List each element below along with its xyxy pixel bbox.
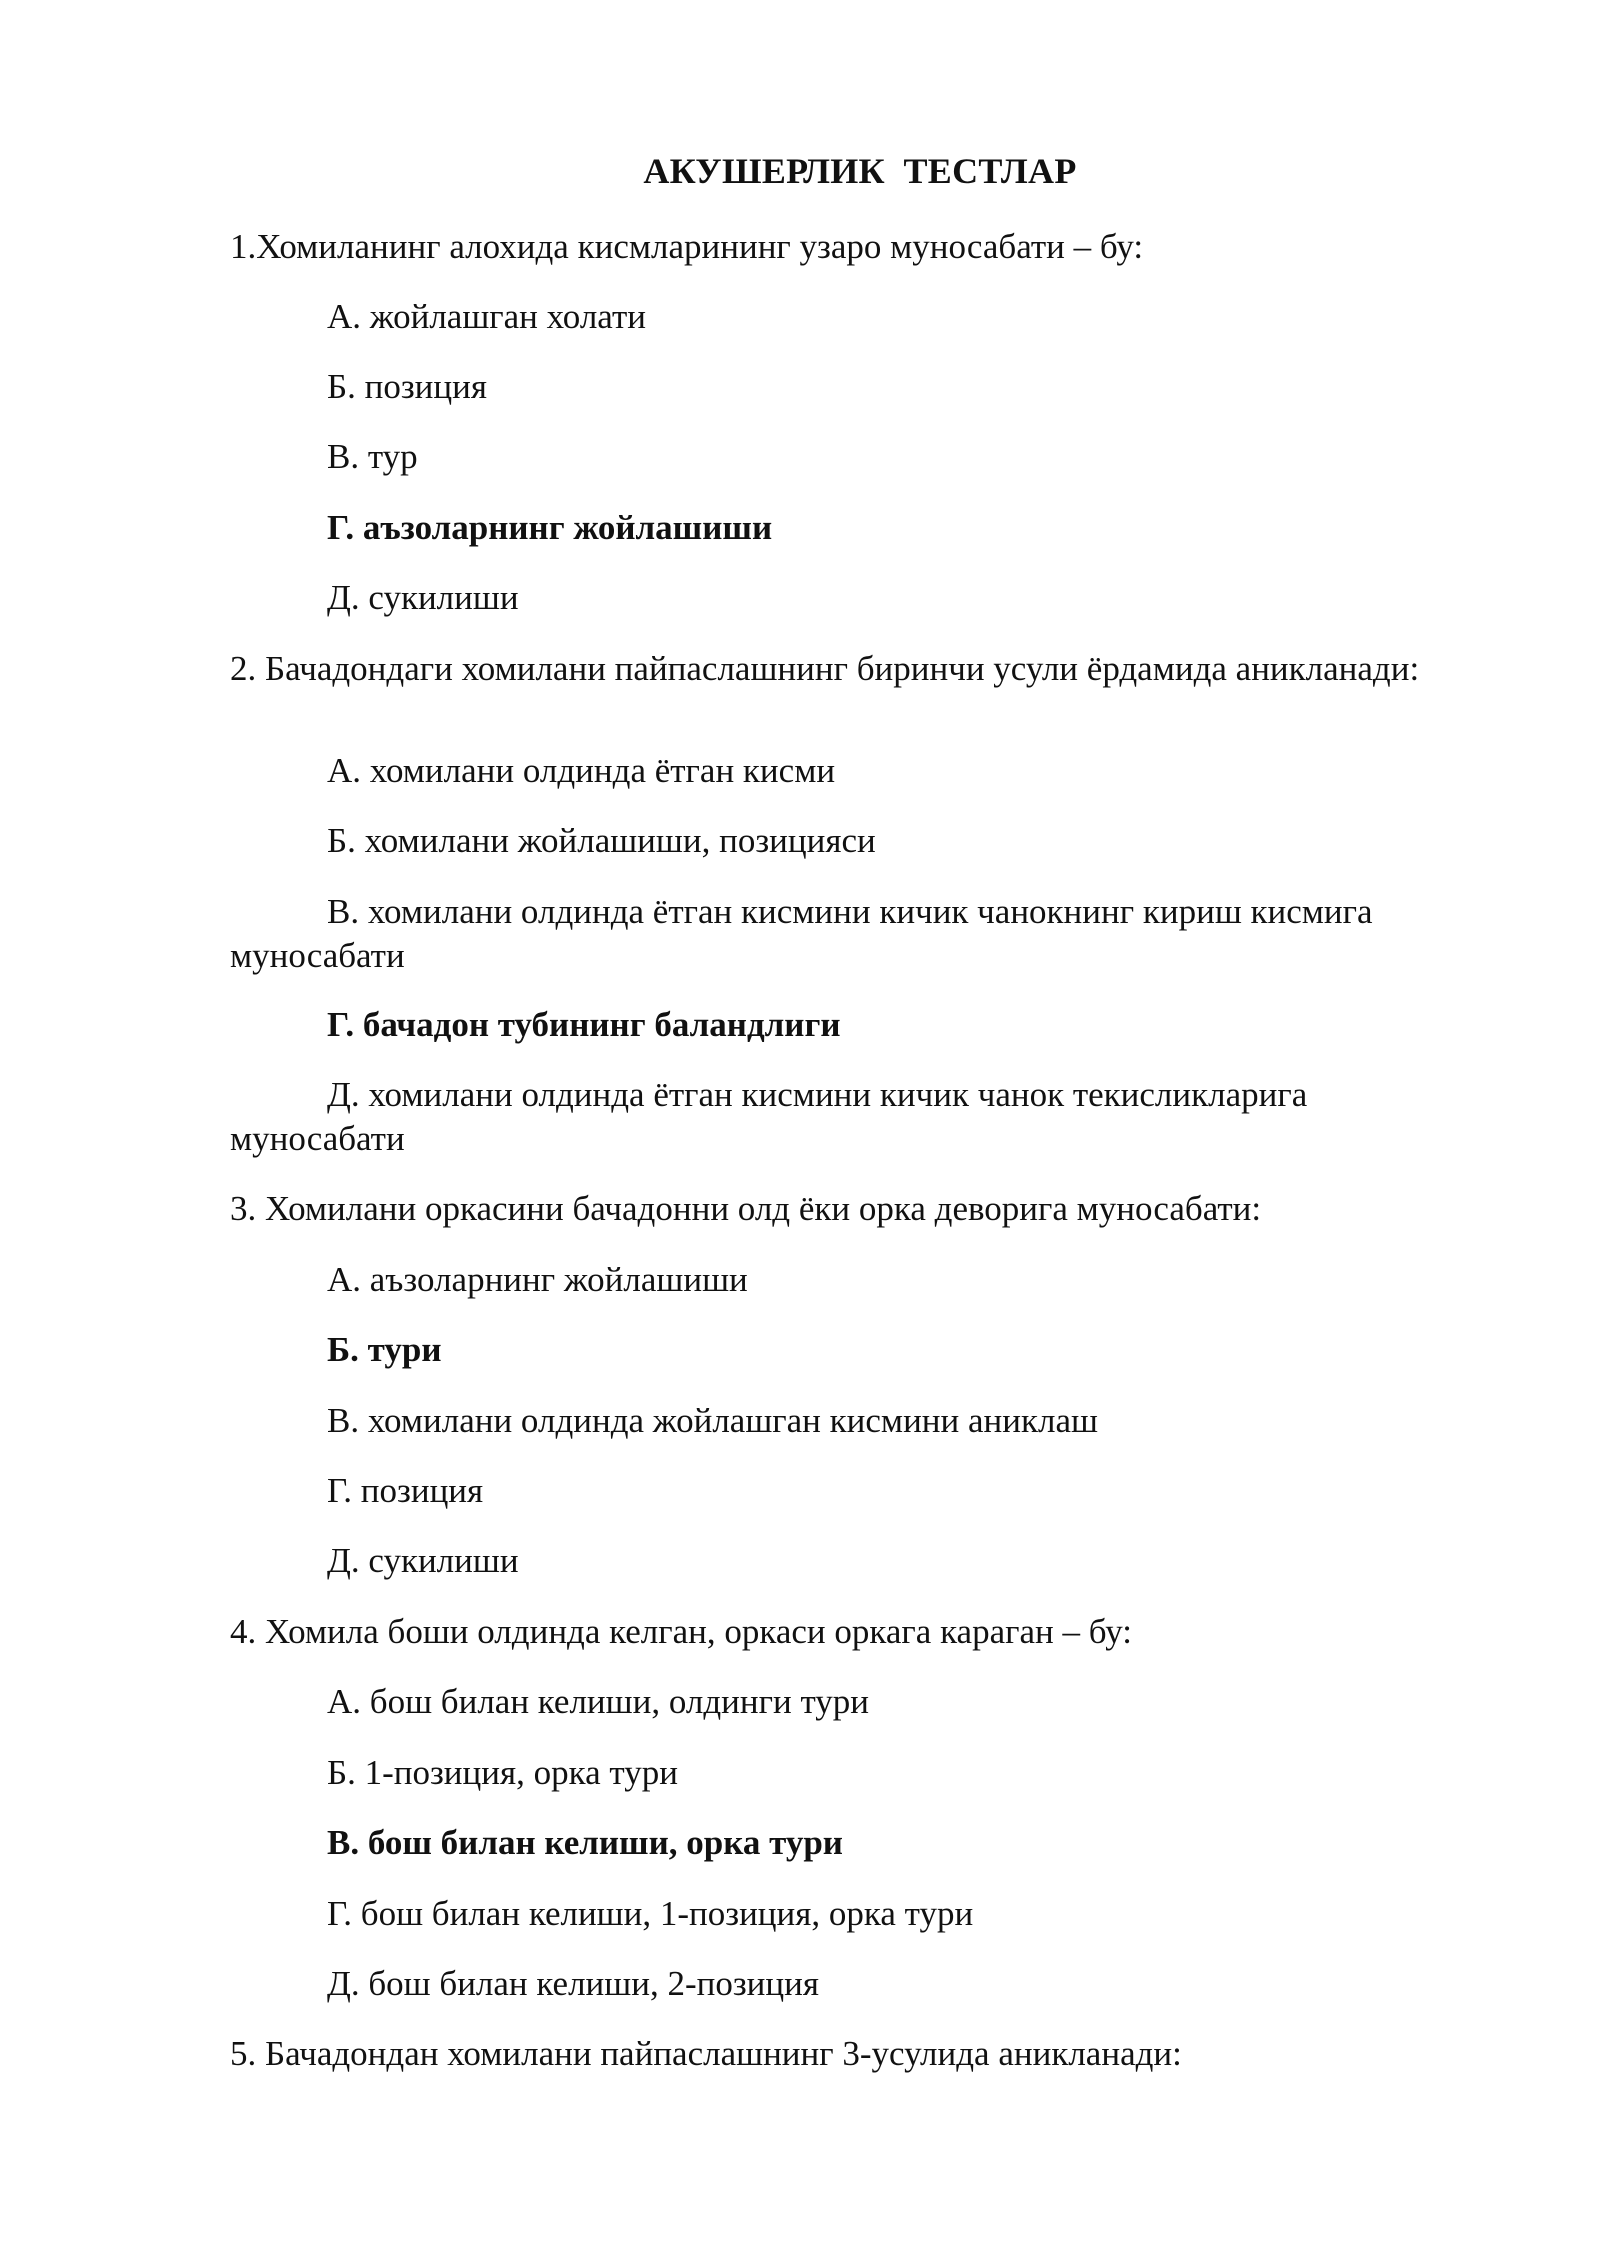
question-3-text: 3. Хомилани оркасини бачадонни олд ёки орка деворига муносабати: xyxy=(230,1189,1262,1228)
question-1-option-d-correct: Г. аъзоларнинг жойлашиши xyxy=(327,508,773,547)
question-3-option-d: Г. позиция xyxy=(327,1471,484,1510)
question-3-option-e: Д. сукилиши xyxy=(327,1541,519,1580)
question-2-option-b: Б. хомилани жойлашиши, позицияси xyxy=(327,821,876,860)
question-1-option-a: А. жойлашган холати xyxy=(327,297,646,336)
question-3-option-b-correct: Б. тури xyxy=(327,1330,442,1369)
question-2-option-d-correct: Г. бачадон тубининг баландлиги xyxy=(327,1005,841,1044)
question-2-option-c: В. хомилани олдинда ётган кисмини кичик чанокнинг кириш кисмига муносабати xyxy=(230,892,1373,975)
question-4-option-c-correct: В. бош билан келиши, орка тури xyxy=(327,1823,843,1862)
question-4-text: 4. Хомила боши олдинда келган, оркаси оркага караган – бу: xyxy=(230,1612,1132,1651)
question-1-text: 1.Хомиланинг алохида кисмларининг узаро муносабати – бу: xyxy=(230,227,1144,266)
question-2-option-e: Д. хомилани олдинда ётган кисмини кичик чанок текисликларига муносабати xyxy=(230,1075,1308,1158)
question-3-option-a: А. аъзоларнинг жойлашиши xyxy=(327,1260,748,1299)
question-1-option-b: Б. позиция xyxy=(327,367,487,406)
question-5-text: 5. Бачадондан хомилани пайпаслашнинг 3-усулида аникланади: xyxy=(230,2034,1182,2073)
question-3-option-c: В. хомилани олдинда жойлашган кисмини аниклаш xyxy=(327,1401,1098,1440)
question-1-option-c: В. тур xyxy=(327,437,418,476)
question-4-option-b: Б. 1-позиция, орка тури xyxy=(327,1753,678,1792)
question-4-option-a: А. бош билан келиши, олдинги тури xyxy=(327,1682,870,1721)
question-4-option-d: Г. бош билан келиши, 1-позиция, орка тури xyxy=(327,1894,974,1933)
question-4-option-e: Д. бош билан келиши, 2-позиция xyxy=(327,1964,819,2003)
document-title: АКУШЕРЛИК ТЕСТЛАР xyxy=(643,151,1077,191)
question-2-option-a: А. хомилани олдинда ётган кисми xyxy=(327,751,836,790)
question-1-option-e: Д. сукилиши xyxy=(327,578,519,617)
question-2-text: 2. Бачадондаги хомилани пайпаслашнинг биринчи усули ёрдамида аникланади: xyxy=(230,649,1420,688)
